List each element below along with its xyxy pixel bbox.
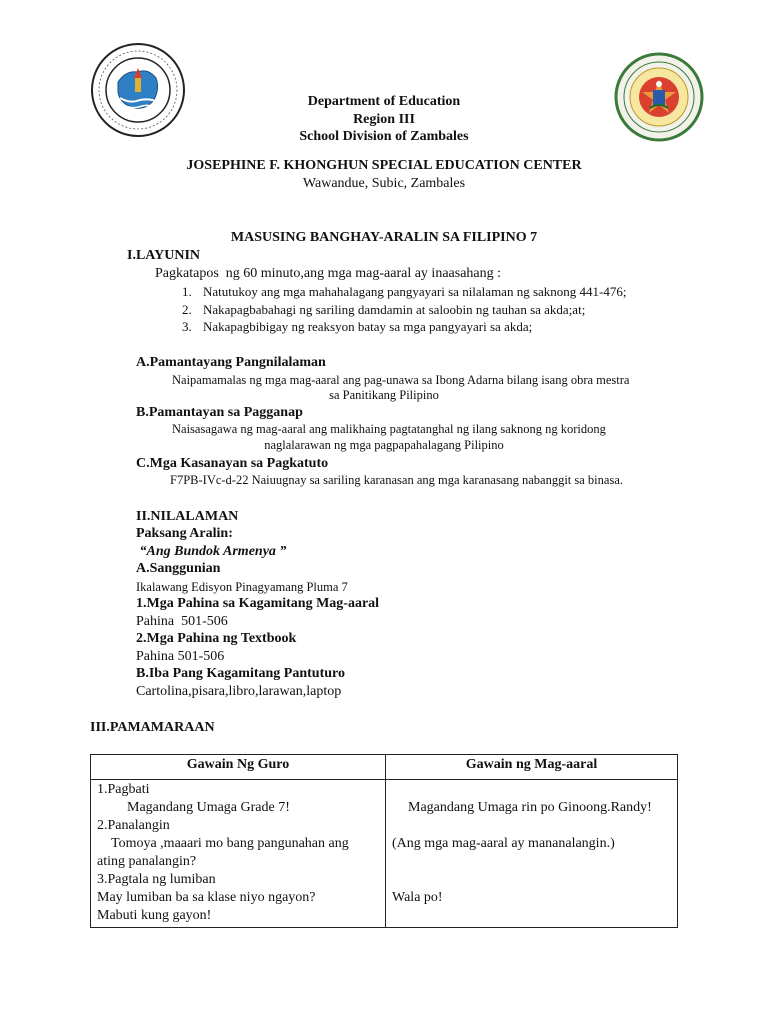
layunin-item: Nakapagbabahagi ng sariling damdamin at saloobin ng tauhan sa akda;at;	[203, 302, 586, 317]
activity-table	[90, 754, 678, 928]
layunin-item-num: 2.	[182, 302, 192, 317]
pamantayan-a-text: Naipamamalas ng mga mag-aaral ang pag-unawa sa Ibong Adarna bilang isang obra mestra	[172, 373, 630, 387]
guro-line: 1.Pagbati	[97, 782, 150, 797]
guro-cell	[91, 780, 386, 928]
layunin-heading: I.LAYUNIN	[127, 248, 201, 263]
paksang-aralin-label: Paksang Aralin:	[136, 526, 233, 541]
division-name: School Division of Zambales	[299, 129, 469, 144]
pamantayan-b-text-cont: naglalarawan ng mga pagpapahalagang Pilipino	[264, 438, 504, 452]
table-header-row	[91, 755, 678, 780]
school-name: JOSEPHINE F. KHONGHUN SPECIAL EDUCATION CENTER	[186, 158, 582, 173]
layunin-intro: Pagkatapos ng 60 minuto,ang mga mag-aaral ay inaasahang :	[155, 266, 502, 281]
iba-kagamitan-text: Cartolina,pisara,libro,larawan,laptop	[136, 684, 342, 699]
layunin-item: Natutukoy ang mga mahahalagang pangyayari sa nilalaman ng saknong 441-476;	[203, 284, 627, 299]
col-gawain-mag-aaral: Gawain ng Mag-aaral	[386, 755, 678, 780]
mag-aaral-line: Wala po!	[392, 890, 443, 905]
paksang-aralin-title: “Ang Bundok Armenya ”	[136, 544, 287, 559]
layunin-item: Nakapagbibigay ng reaksyon batay sa mga pangyayari sa akda;	[203, 319, 533, 334]
region-name: Region III	[353, 112, 415, 127]
document-title: MASUSING BANGHAY-ARALIN SA FILIPINO 7	[230, 230, 538, 245]
nilalaman-heading: II.NILALAMAN	[136, 509, 239, 524]
mag-aaral-line	[392, 781, 671, 799]
sanggunian-text: Ikalawang Edisyon Pinagyamang Pluma 7	[136, 580, 348, 594]
mag-aaral-line: (Ang mga mag-aaral ay mananalangin.)	[392, 836, 615, 851]
col-gawain-guro: Gawain Ng Guro	[91, 755, 386, 780]
mag-aaral-line: Magandang Umaga rin po Ginoong.Randy!	[408, 800, 652, 815]
department-name: Department of Education	[307, 94, 461, 109]
guro-line: May lumiban ba sa klase niyo ngayon?	[97, 890, 316, 905]
mag-aaral-line	[392, 817, 671, 835]
guro-line: Mabuti kung gayon!	[97, 908, 212, 923]
pamantayan-b-heading: B.Pamantayan sa Pagganap	[136, 405, 303, 420]
pahina-mag-aaral-label: 1.Mga Pahina sa Kagamitang Mag-aaral	[136, 596, 380, 611]
table-row	[91, 780, 678, 928]
pamantayan-c-heading: C.Mga Kasanayan sa Pagkatuto	[136, 456, 329, 471]
sanggunian-label: A.Sanggunian	[136, 561, 221, 576]
pamantayan-a-heading: A.Pamantayang Pangnilalaman	[136, 355, 326, 370]
pamantayan-c-text: F7PB-IVc-d-22 Naiuugnay sa sariling karanasan ang mga karanasang nabanggit sa binasa.	[170, 473, 623, 487]
guro-line: 3.Pagtala ng lumiban	[97, 872, 216, 887]
pahina-textbook-label: 2.Mga Pahina ng Textbook	[136, 631, 297, 646]
guro-line: Magandang Umaga Grade 7!	[127, 800, 290, 815]
school-address: Wawandue, Subic, Zambales	[302, 176, 466, 191]
pahina-textbook-text: Pahina 501-506	[136, 649, 225, 664]
guro-line: Tomoya ,maaari mo bang pangunahan ang	[111, 836, 349, 851]
mag-aaral-line	[392, 871, 671, 889]
guro-line: ating panalangin?	[97, 854, 197, 869]
mag-aaral-line	[392, 907, 671, 925]
iba-kagamitan-label: B.Iba Pang Kagamitang Pantuturo	[136, 666, 345, 681]
pamamaraan-heading: III.PAMAMARAAN	[90, 720, 215, 735]
mag-aaral-cell	[386, 780, 678, 928]
layunin-item-num: 3.	[182, 319, 192, 334]
layunin-item-num: 1.	[182, 284, 192, 299]
guro-line: 2.Panalangin	[97, 818, 170, 833]
pahina-mag-aaral-text: Pahina 501-506	[136, 614, 228, 629]
pamantayan-a-text-cont: sa Panitikang Pilipino	[329, 388, 439, 402]
mag-aaral-line	[392, 853, 671, 871]
pamantayan-b-text: Naisasagawa ng mag-aaral ang malikhaing pagtatanghal ng ilang saknong ng koridong	[172, 422, 606, 436]
